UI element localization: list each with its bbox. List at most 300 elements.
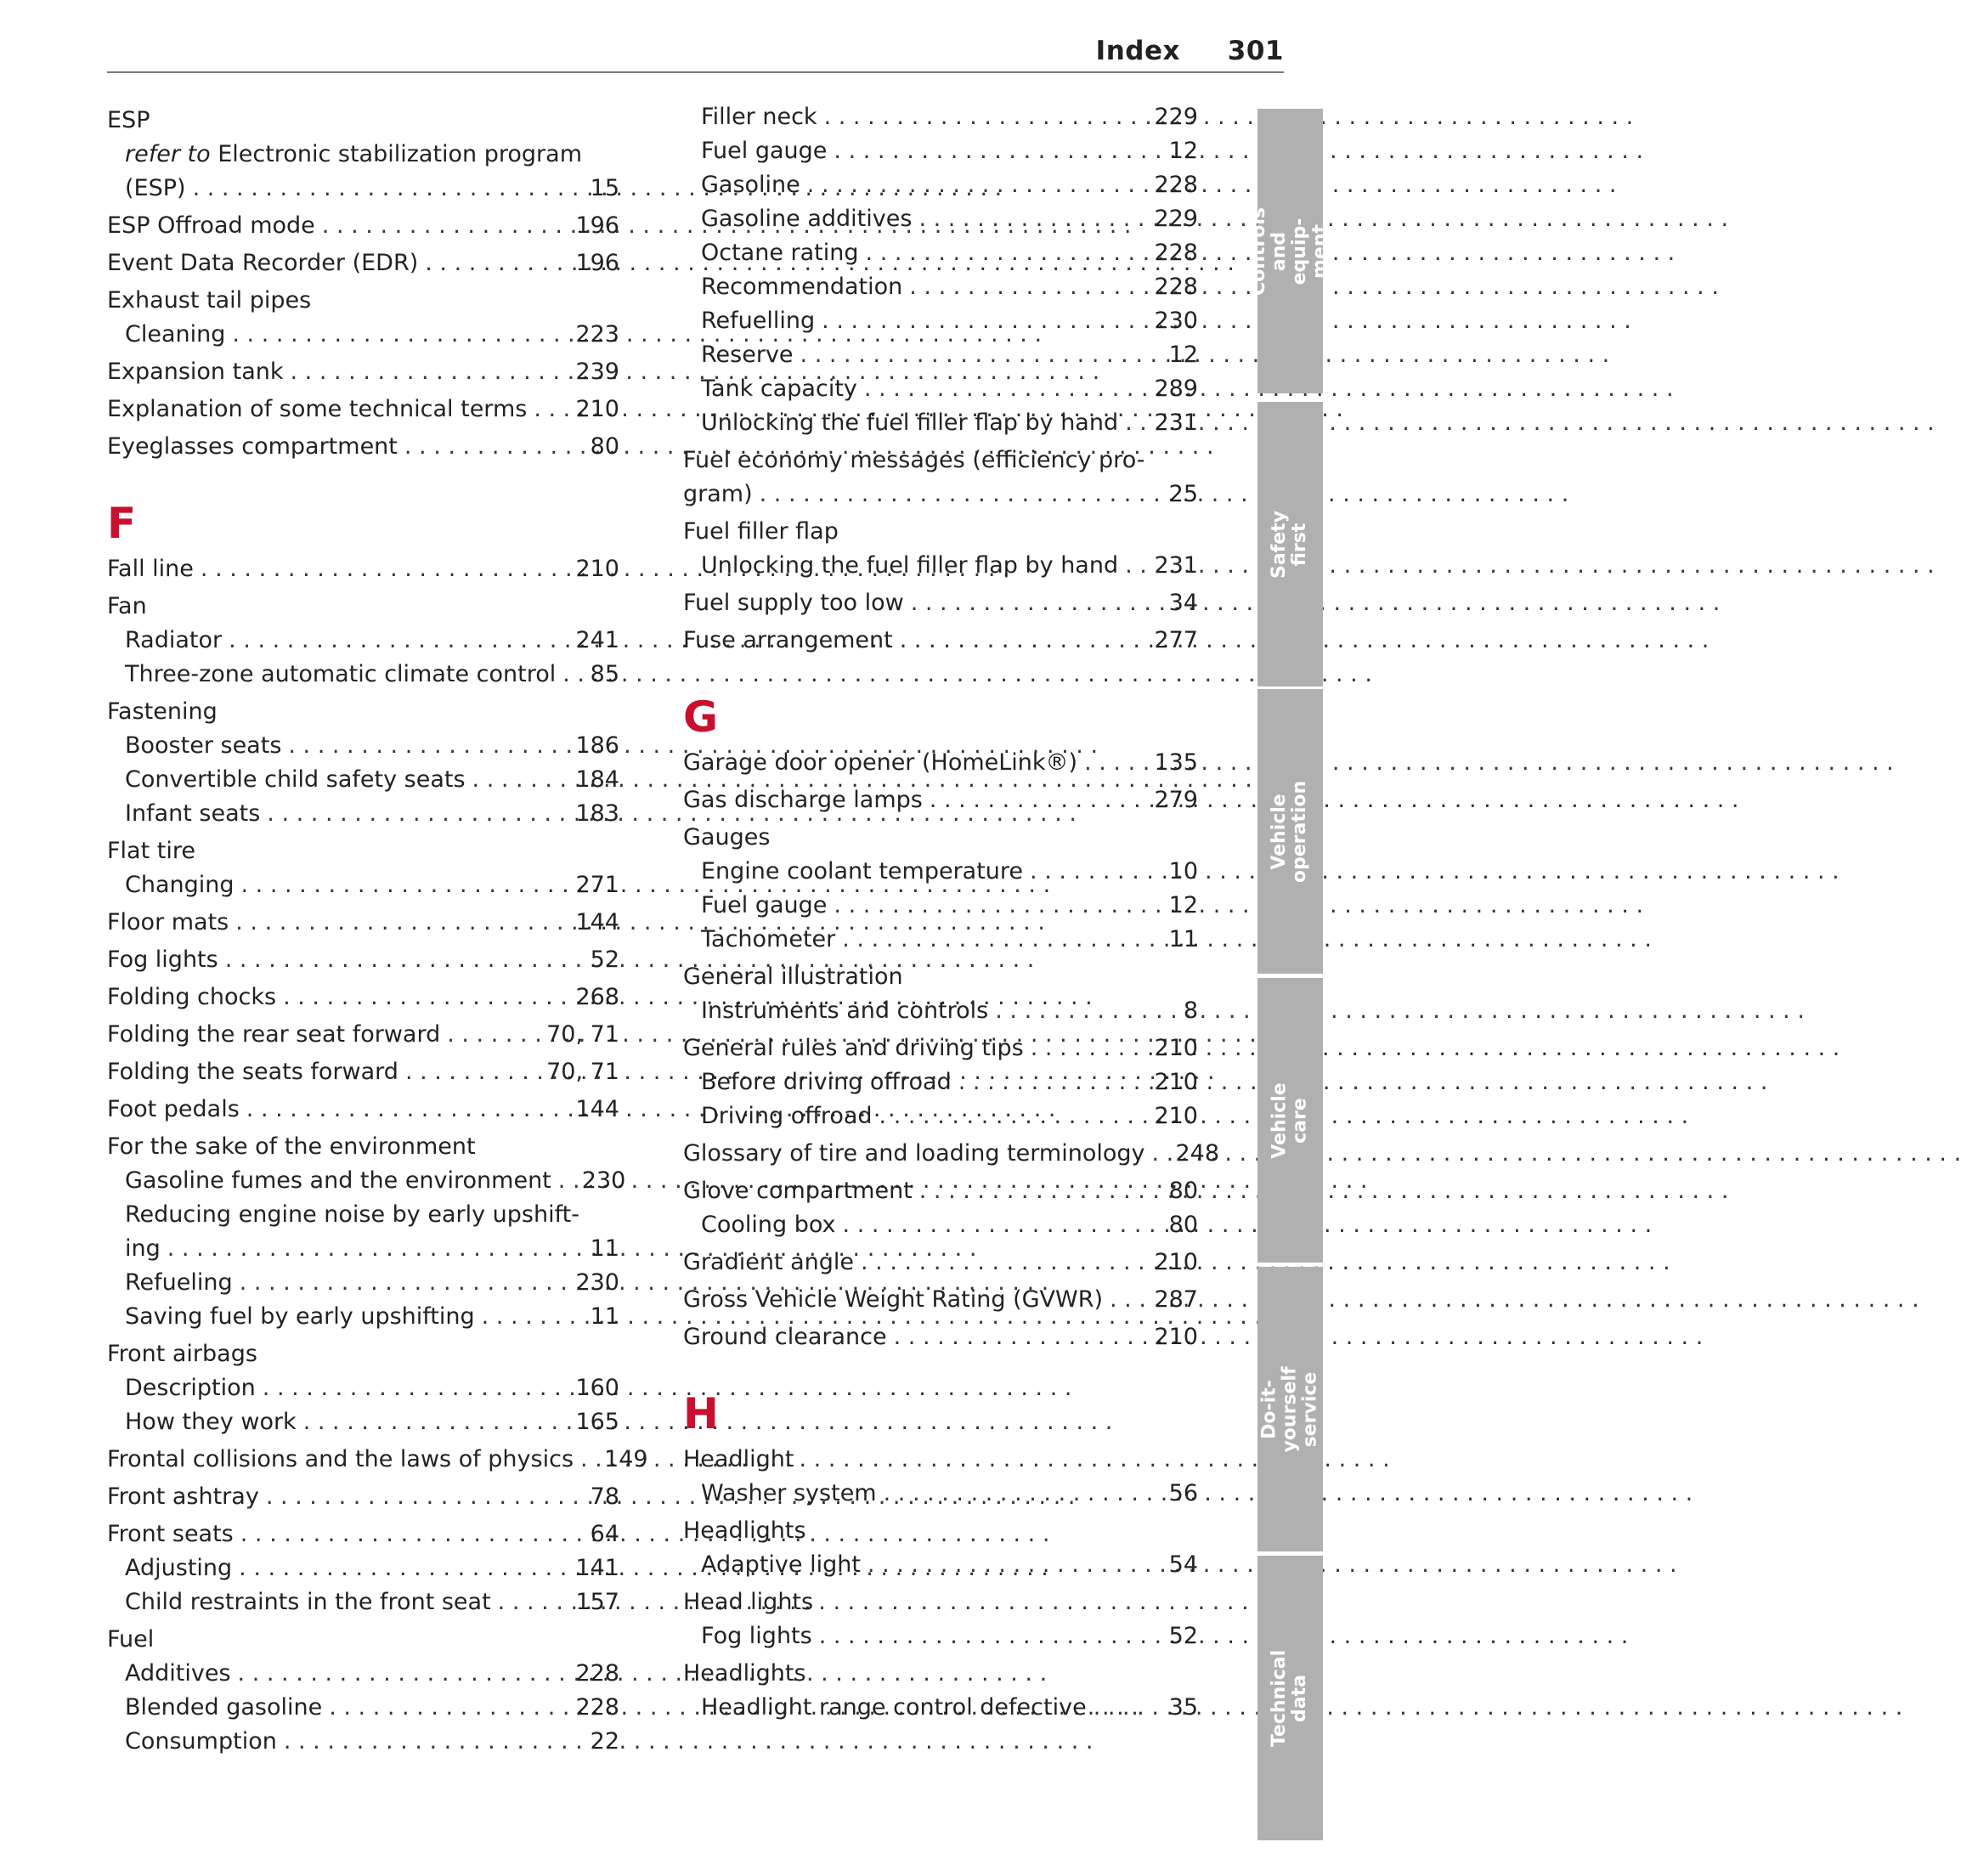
page-reference: 210 <box>1154 1324 1198 1350</box>
dot-leader <box>447 1018 540 1052</box>
dot-leader <box>884 1477 1162 1511</box>
entry-term: Saving fuel by early upshifting <box>125 1303 475 1330</box>
entry-term: Front seats <box>107 1521 234 1547</box>
dot-leader <box>824 100 1148 134</box>
page-reference: 196 <box>575 212 619 239</box>
index-entry <box>107 209 619 243</box>
page-reference: 34 <box>1168 590 1198 616</box>
dot-leader <box>229 624 568 658</box>
entry-term: Reducing engine noise by early upshift- <box>125 1201 579 1228</box>
entry-term: Gasoline fumes and the environment <box>125 1167 551 1194</box>
entry-term: Fuel economy messages (efficiency pro- <box>683 447 1145 473</box>
index-entry <box>107 284 619 318</box>
entry-term: Flat tire <box>107 838 195 864</box>
running-title: Index <box>1095 36 1180 66</box>
dot-leader <box>404 430 584 464</box>
page-reference: 230 <box>1154 308 1198 334</box>
dot-leader <box>283 980 568 1014</box>
dot-leader <box>843 1208 1162 1242</box>
page-reference: 149 <box>604 1446 648 1472</box>
index-subentry <box>107 1551 619 1585</box>
page-reference: 10 <box>1168 858 1198 884</box>
page-reference: 228 <box>575 1694 619 1721</box>
entry-term: Adjusting <box>125 1555 233 1581</box>
dot-leader <box>263 1371 569 1405</box>
index-subentry <box>683 1099 1198 1133</box>
index-subentry <box>107 1585 619 1619</box>
tab-controls-and-equipment[interactable] <box>1248 109 1331 393</box>
entry-term: Washer system <box>701 1480 877 1506</box>
dot-leader <box>1030 855 1162 889</box>
index-entry <box>683 444 1198 477</box>
dot-leader <box>842 923 1161 957</box>
tab-label: Technical data <box>1269 1649 1311 1747</box>
entry-term: Event Data Recorder (EDR) <box>107 250 419 276</box>
entry-term: Fuel supply too low <box>683 590 904 616</box>
entry-term: General rules and driving tips <box>683 1035 1024 1061</box>
page-reference: 141 <box>575 1555 619 1581</box>
dot-leader <box>807 168 1148 202</box>
tab-vehicle-care[interactable] <box>1257 978 1323 1263</box>
entry-term: Cooling box <box>701 1212 836 1238</box>
dot-leader <box>864 372 1148 406</box>
entry-term: ing <box>125 1235 161 1262</box>
entry-term: Adaptive light <box>701 1551 861 1578</box>
index-subentry <box>683 855 1198 889</box>
dot-leader <box>930 783 1148 817</box>
index-subentry <box>683 1548 1198 1582</box>
page-reference: 210 <box>575 396 619 422</box>
entry-term: Cleaning <box>125 321 226 348</box>
entry-term: Radiator <box>125 627 223 653</box>
page-reference: 223 <box>575 321 619 348</box>
index-entry <box>683 624 1198 658</box>
entry-term: Head lights <box>683 1589 814 1615</box>
index-column-left <box>107 100 648 1759</box>
page-reference: 12 <box>1168 138 1198 164</box>
entry-term: Refueling <box>125 1269 233 1296</box>
page-number: 301 <box>1227 36 1284 66</box>
entry-term: Fan <box>107 593 147 619</box>
dot-leader <box>425 246 568 280</box>
index-entry <box>683 1657 1198 1691</box>
index-entry <box>683 1283 1198 1317</box>
entry-term: Eyeglasses compartment <box>107 433 398 460</box>
dot-leader <box>193 172 584 206</box>
page-reference: 64 <box>590 1521 619 1547</box>
page-reference: 25 <box>1168 481 1198 507</box>
index-entry <box>683 515 1198 549</box>
index-subentry <box>107 624 619 658</box>
dot-leader <box>834 134 1161 168</box>
entry-term: Gasoline <box>701 172 800 198</box>
entry-term: Front ashtray <box>107 1483 259 1510</box>
dot-leader <box>225 943 584 977</box>
dot-leader <box>405 1055 540 1089</box>
index-subentry <box>683 1065 1198 1099</box>
page-reference: 210 <box>1154 1249 1198 1275</box>
entry-term: Headlight range control defective <box>701 1694 1087 1721</box>
dot-leader <box>329 1691 568 1725</box>
entry-term: ESP <box>107 107 150 133</box>
page-reference: 229 <box>1154 206 1198 232</box>
page-reference: 12 <box>1168 892 1198 918</box>
tab-technical-data[interactable] <box>1257 1556 1323 1840</box>
index-entry <box>107 1130 619 1164</box>
cross-reference-target: Electronic stabilization program <box>210 141 582 167</box>
entry-term: Gasoline additives <box>701 206 913 232</box>
index-subentry <box>683 338 1198 372</box>
index-subentry <box>683 100 1198 134</box>
index-entry <box>683 960 1198 994</box>
entry-term: Gauges <box>683 824 771 850</box>
index-subentry <box>683 1208 1198 1242</box>
dot-leader <box>238 1657 569 1691</box>
index-subentry <box>683 236 1198 270</box>
index-entry <box>683 586 1198 620</box>
page-reference: 80 <box>1168 1178 1198 1204</box>
dot-leader <box>266 1480 584 1514</box>
entry-term: Filler neck <box>701 104 817 130</box>
index-entry <box>107 1517 619 1551</box>
entry-term: Octane rating <box>701 240 859 266</box>
index-subentry <box>683 406 1198 440</box>
dot-leader <box>284 1725 584 1759</box>
page-reference: 56 <box>1168 1480 1198 1506</box>
index-subentry <box>107 172 619 206</box>
index-entry <box>107 1623 619 1657</box>
entry-term: For the sake of the environment <box>107 1133 476 1160</box>
index-section-letter: G <box>683 692 719 742</box>
index-subentry <box>683 1619 1198 1653</box>
index-entry <box>683 783 1198 817</box>
page-reference: 228 <box>1154 274 1198 300</box>
dot-leader <box>167 1232 584 1266</box>
page-reference: 231 <box>1154 410 1198 436</box>
entry-term: Before driving offroad <box>701 1069 952 1095</box>
entry-term: Gas discharge lamps <box>683 787 923 813</box>
page-reference: 184 <box>575 766 619 793</box>
dot-leader <box>240 1266 569 1300</box>
page-reference: 230 <box>575 1269 619 1296</box>
entry-term: Glossary of tire and loading terminology <box>683 1140 1145 1167</box>
page-reference: 277 <box>1154 627 1198 653</box>
entry-term: Child restraints in the front seat <box>125 1589 491 1615</box>
entry-term: Unlocking the fuel filler flap by hand <box>701 410 1119 436</box>
index-subentry <box>107 1371 619 1405</box>
entry-term: Folding the rear seat forward <box>107 1021 441 1048</box>
dot-leader <box>288 729 568 763</box>
dot-leader <box>580 1443 597 1477</box>
dot-leader <box>879 1099 1148 1133</box>
entry-term: Changing <box>125 872 235 898</box>
dot-leader <box>1110 1283 1147 1317</box>
index-entry <box>683 1031 1198 1065</box>
dot-leader <box>472 763 569 797</box>
tab-safety-first[interactable] <box>1257 402 1323 687</box>
page-reference: 144 <box>575 1096 619 1122</box>
entry-term: Infant seats <box>125 800 261 827</box>
dot-leader <box>322 209 569 243</box>
dot-leader <box>909 270 1147 304</box>
page-reference: 11 <box>590 1303 619 1330</box>
dot-leader <box>861 1246 1147 1280</box>
dot-leader <box>562 658 583 692</box>
index-subentry <box>683 202 1198 236</box>
index-entry <box>107 1480 619 1514</box>
page-reference: 186 <box>575 732 619 759</box>
index-entry <box>107 1337 619 1371</box>
entry-term: Garage door opener (HomeLink®) <box>683 749 1078 776</box>
index-entry <box>107 834 619 868</box>
tab-label: Vehicle care <box>1269 1082 1311 1159</box>
index-entry <box>683 477 1198 511</box>
dot-leader <box>482 1300 584 1334</box>
dot-leader <box>267 797 568 831</box>
entry-term: Fall line <box>107 556 194 582</box>
entry-term: Exhaust tail pipes <box>107 287 312 314</box>
page-reference: 228 <box>575 1660 619 1687</box>
dot-leader <box>822 304 1147 338</box>
index-subentry <box>107 1198 619 1232</box>
dot-leader <box>911 586 1162 620</box>
index-entry <box>107 246 619 280</box>
page-reference: 287 <box>1154 1286 1198 1313</box>
dot-leader <box>303 1405 569 1439</box>
index-entry <box>683 821 1198 855</box>
dot-leader <box>867 1548 1162 1582</box>
index-subentry <box>107 1266 619 1300</box>
page-reference: 196 <box>575 250 619 276</box>
page-reference: 85 <box>590 661 619 687</box>
entry-term: (ESP) <box>125 175 186 201</box>
index-subentry <box>107 138 619 172</box>
dot-leader <box>1152 1137 1169 1171</box>
index-entry <box>683 1137 1220 1171</box>
index-entry <box>107 104 619 138</box>
index-section-letter: H <box>683 1389 719 1438</box>
index-subentry <box>107 797 619 831</box>
page-reference: 160 <box>575 1375 619 1401</box>
dot-leader <box>760 477 1162 511</box>
entry-term: Tank capacity <box>701 376 857 402</box>
entry-term: Fuse arrangement <box>683 627 893 653</box>
tab-label: Do-it-yourself service <box>1258 1365 1321 1453</box>
entry-term: Gradient angle <box>683 1249 855 1275</box>
entry-term: Consumption <box>125 1728 277 1755</box>
page-reference: 35 <box>1168 1694 1198 1721</box>
index-entry <box>107 1055 619 1089</box>
entry-term: Fastening <box>107 698 218 725</box>
index-subentry <box>683 168 1198 202</box>
page-reference: 228 <box>1154 172 1198 198</box>
entry-term: Instruments and controls <box>701 997 989 1024</box>
entry-term: Recommendation <box>701 274 903 300</box>
page-reference: 231 <box>1154 552 1198 579</box>
index-subentry <box>107 729 619 763</box>
page-reference: 210 <box>1154 1103 1198 1129</box>
page-reference: 80 <box>1168 1212 1198 1238</box>
entry-term: gram) <box>683 481 753 507</box>
index-subentry <box>683 270 1198 304</box>
dot-leader <box>1031 1031 1148 1065</box>
index-entry <box>683 1174 1198 1208</box>
index-subentry <box>107 1232 619 1266</box>
index-entry <box>107 590 619 624</box>
entry-term: ESP Offroad mode <box>107 212 315 239</box>
index-subentry <box>683 1691 1198 1725</box>
entry-term: Explanation of some technical terms <box>107 396 528 422</box>
index-column-right <box>683 100 1220 1725</box>
dot-leader <box>918 202 1147 236</box>
entry-term: Folding the seats forward <box>107 1059 398 1085</box>
entry-term: Reserve <box>701 342 794 368</box>
entry-term: Additives <box>125 1660 231 1687</box>
entry-term: Driving offroad <box>701 1103 873 1129</box>
page-reference: 22 <box>590 1728 619 1755</box>
entry-term: Headlights <box>683 1517 806 1544</box>
index-entry <box>107 355 619 389</box>
dot-leader <box>235 906 568 940</box>
tab-do-it-yourself-service[interactable] <box>1257 1267 1323 1551</box>
index-subentry <box>107 1691 619 1725</box>
page-reference: 289 <box>1154 376 1198 402</box>
entry-term: Description <box>125 1375 256 1401</box>
entry-term: Unlocking the fuel filler flap by hand <box>701 552 1119 579</box>
index-subentry <box>107 1300 619 1334</box>
entry-term: Fog lights <box>701 1623 812 1649</box>
index-entry <box>683 1320 1198 1354</box>
page-reference: 12 <box>1168 342 1198 368</box>
entry-term: Foot pedals <box>107 1096 240 1122</box>
dot-leader <box>201 552 569 586</box>
index-entry <box>107 552 619 586</box>
dot-leader <box>232 318 568 352</box>
index-entry <box>107 695 619 729</box>
page-reference: 165 <box>575 1409 619 1435</box>
dot-leader <box>1125 406 1147 440</box>
entry-term: Blended gasoline <box>125 1694 323 1721</box>
entry-term: Booster seats <box>125 732 282 759</box>
page-reference: 8 <box>1183 997 1198 1024</box>
index-subentry <box>107 318 619 352</box>
entry-term: General illustration <box>683 963 903 990</box>
index-entry <box>107 1443 648 1477</box>
dot-leader <box>834 889 1161 923</box>
page-reference: 241 <box>575 627 619 653</box>
dot-leader <box>1084 746 1147 780</box>
entry-term: Fog lights <box>107 946 218 973</box>
dot-leader <box>866 236 1148 270</box>
index-entry <box>683 1585 1198 1619</box>
entry-term: Refuelling <box>701 308 816 334</box>
entry-term: Fuel <box>107 1626 155 1653</box>
dot-leader <box>534 393 568 427</box>
page-reference: 268 <box>575 984 619 1010</box>
dot-leader <box>1094 1691 1162 1725</box>
index-subentry <box>683 549 1198 583</box>
entry-term: Glove compartment <box>683 1178 913 1204</box>
index-subentry <box>683 1477 1198 1511</box>
tab-label: Vehicle operation <box>1269 780 1311 883</box>
index-entry <box>683 1246 1198 1280</box>
index-subentry <box>683 372 1198 406</box>
tab-label: Safety first <box>1269 510 1311 579</box>
dot-leader <box>958 1065 1148 1099</box>
index-entry <box>107 943 619 977</box>
entry-term: Fuel gauge <box>701 138 828 164</box>
index-entry <box>683 1443 1198 1477</box>
dot-leader <box>241 868 569 902</box>
entry-term: Gross Vehicle Weight Rating (GVWR) <box>683 1286 1104 1313</box>
dot-leader <box>498 1585 569 1619</box>
index-subentry <box>107 763 619 797</box>
page-reference: 210 <box>575 556 619 582</box>
dot-leader <box>291 355 569 389</box>
dot-leader <box>900 624 1148 658</box>
index-entry <box>683 746 1198 780</box>
tab-vehicle-operation[interactable] <box>1257 689 1323 974</box>
index-subentry <box>107 1164 626 1198</box>
entry-term: Three-zone automatic climate control <box>125 661 557 687</box>
page-reference: 210 <box>1154 1069 1198 1095</box>
page-reference: 157 <box>575 1589 619 1615</box>
index-entry <box>107 430 619 464</box>
dot-leader <box>239 1551 568 1585</box>
entry-term: Ground clearance <box>683 1324 887 1350</box>
entry-term: Folding chocks <box>107 984 277 1010</box>
index-entry <box>107 1018 619 1052</box>
entry-term: Front airbags <box>107 1341 257 1367</box>
index-entry <box>107 906 619 940</box>
dot-leader <box>800 338 1162 372</box>
index-subentry <box>107 1725 619 1759</box>
page-reference: 228 <box>1154 240 1198 266</box>
dot-leader <box>240 1517 584 1551</box>
page-reference: 279 <box>1154 787 1198 813</box>
page-reference: 70, 71 <box>546 1059 619 1085</box>
page-reference: 15 <box>590 175 619 201</box>
index-subentry <box>107 658 619 692</box>
entry-term: Fuel gauge <box>701 892 828 918</box>
dot-leader <box>919 1174 1162 1208</box>
index-subentry <box>683 134 1198 168</box>
index-subentry <box>683 889 1198 923</box>
page-reference: 11 <box>590 1235 619 1262</box>
index-subentry <box>107 868 619 902</box>
entry-term: Tachometer <box>701 926 836 952</box>
entry-term: Convertible child safety seats <box>125 766 466 793</box>
header-rule <box>107 71 1284 73</box>
page-reference: 52 <box>1168 1623 1198 1649</box>
index-section-letter: F <box>107 499 137 548</box>
entry-term: Frontal collisions and the laws of physics <box>107 1446 574 1472</box>
entry-term <box>125 138 582 172</box>
index-entry <box>107 393 619 427</box>
page-header <box>107 31 1284 73</box>
page-reference: 11 <box>1168 926 1198 952</box>
entry-term: Engine coolant temperature <box>701 858 1024 884</box>
tab-label: Controls and equip- ment <box>1248 206 1331 296</box>
index-subentry <box>107 1657 619 1691</box>
entry-term: How they work <box>125 1409 297 1435</box>
cross-reference-prefix: refer to <box>125 141 211 167</box>
entry-term: Headlights <box>683 1660 806 1687</box>
dot-leader <box>246 1093 569 1127</box>
dot-leader <box>894 1320 1148 1354</box>
page-reference: 239 <box>575 359 619 385</box>
page-reference: 80 <box>590 433 619 460</box>
